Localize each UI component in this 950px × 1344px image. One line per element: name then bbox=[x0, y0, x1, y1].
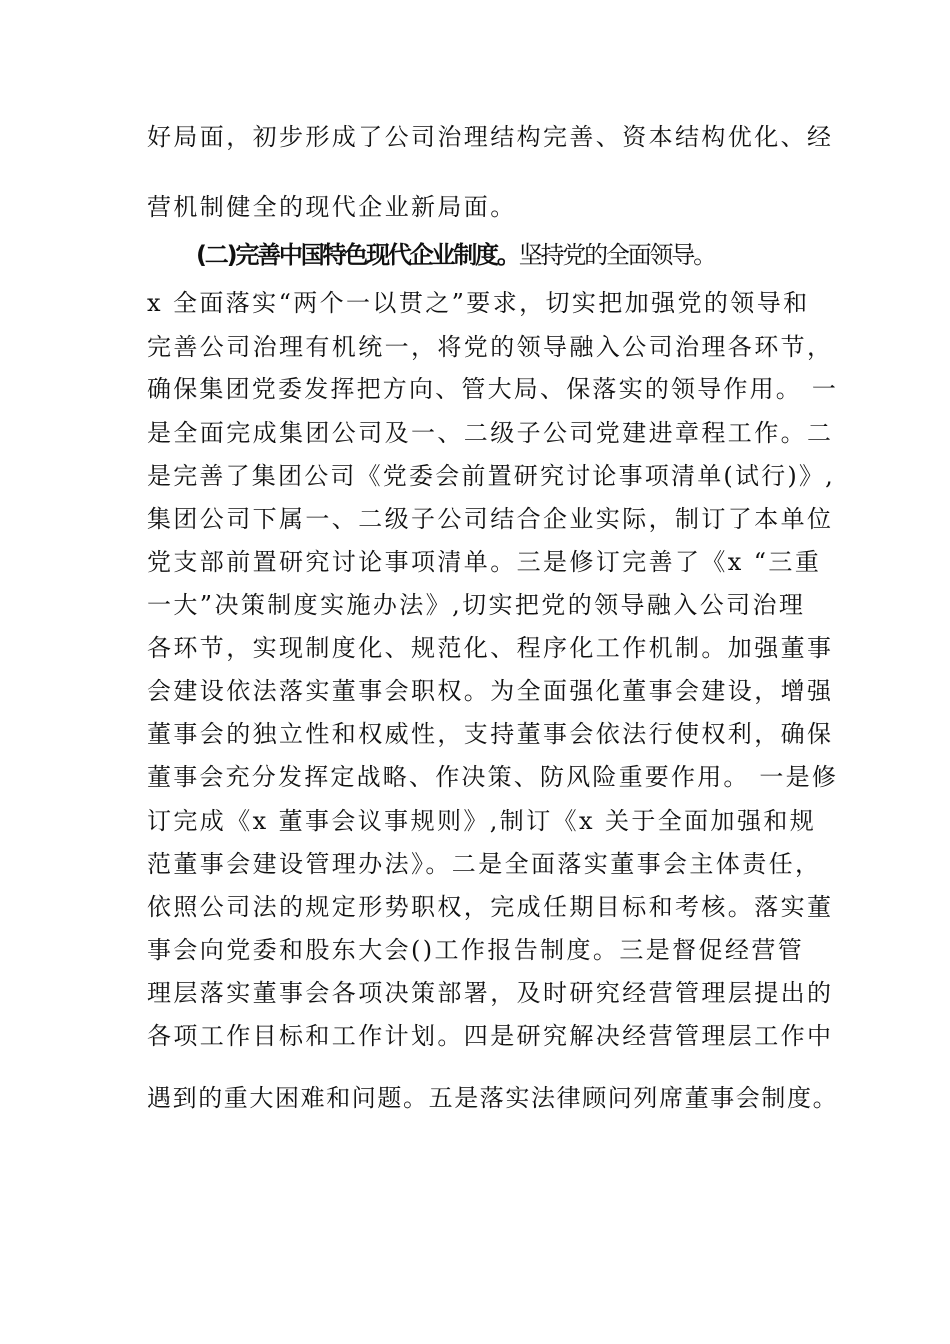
paragraph-line: 事会向党委和股东大会()工作报告制度。三是督促经营管 bbox=[147, 936, 805, 964]
paragraph-line: 董事会的独立性和权威性，支持董事会依法行使权利，确保 bbox=[147, 720, 834, 748]
paragraph-line: 各项工作目标和工作计划。四是研究解决经营管理层工作中 bbox=[147, 1022, 834, 1050]
paragraph-line: 集团公司下属一、二级子公司结合企业实际，制订了本单位 bbox=[147, 505, 834, 533]
paragraph-line: x 全面落实“两个一以贯之”要求，切实把加强党的领导和 bbox=[147, 289, 810, 317]
paragraph-line: 是完善了集团公司《党委会前置研究讨论事项清单(试行)》, bbox=[147, 462, 835, 490]
paragraph-line: 一大”决策制度实施办法》,切实把党的领导融入公司治理 bbox=[147, 591, 806, 619]
paragraph-line: 会建设依法落实董事会职权。为全面强化董事会建设，增强 bbox=[147, 677, 834, 705]
paragraph-line: 范董事会建设管理办法》。二是全面落实董事会主体责任， bbox=[147, 850, 822, 878]
paragraph-line: 订完成《x 董事会议事规则》,制订《x 关于全面加强和规 bbox=[147, 807, 817, 835]
paragraph-line: 好局面，初步形成了公司治理结构完善、资本结构优化、经 bbox=[147, 123, 834, 151]
paragraph-line: 各环节，实现制度化、规范化、程序化工作机制。加强董事 bbox=[147, 634, 834, 662]
paragraph-line: 确保集团党委发挥把方向、管大局、保落实的领导作用。 一 bbox=[147, 375, 839, 403]
paragraph-line: 遇到的重大困难和问题。五是落实法律顾问列席董事会制度。 bbox=[147, 1084, 839, 1112]
paragraph-line: 党支部前置研究讨论事项清单。三是修订完善了《x “三重 bbox=[147, 548, 822, 576]
section-heading-tail: 坚持党的全面领导。 bbox=[518, 241, 715, 269]
paragraph-line: 完善公司治理有机统一，将党的领导融入公司治理各环节， bbox=[147, 333, 834, 361]
paragraph-line: 营机制健全的现代企业新局面。 bbox=[147, 193, 517, 221]
paragraph-line: 是全面完成集团公司及一、二级子公司党建进章程工作。二 bbox=[147, 419, 834, 447]
section-heading-line bbox=[196, 240, 876, 270]
paragraph-line: 依照公司法的规定形势职权，完成任期目标和考核。落实董 bbox=[147, 893, 834, 921]
paragraph-line: 理层落实董事会各项决策部署，及时研究经营管理层提出的 bbox=[147, 979, 834, 1007]
section-heading: (二)完善中国特色现代企业制度。 bbox=[196, 241, 519, 269]
paragraph-line: 董事会充分发挥定战略、作决策、防风险重要作用。 一是修 bbox=[147, 763, 839, 791]
